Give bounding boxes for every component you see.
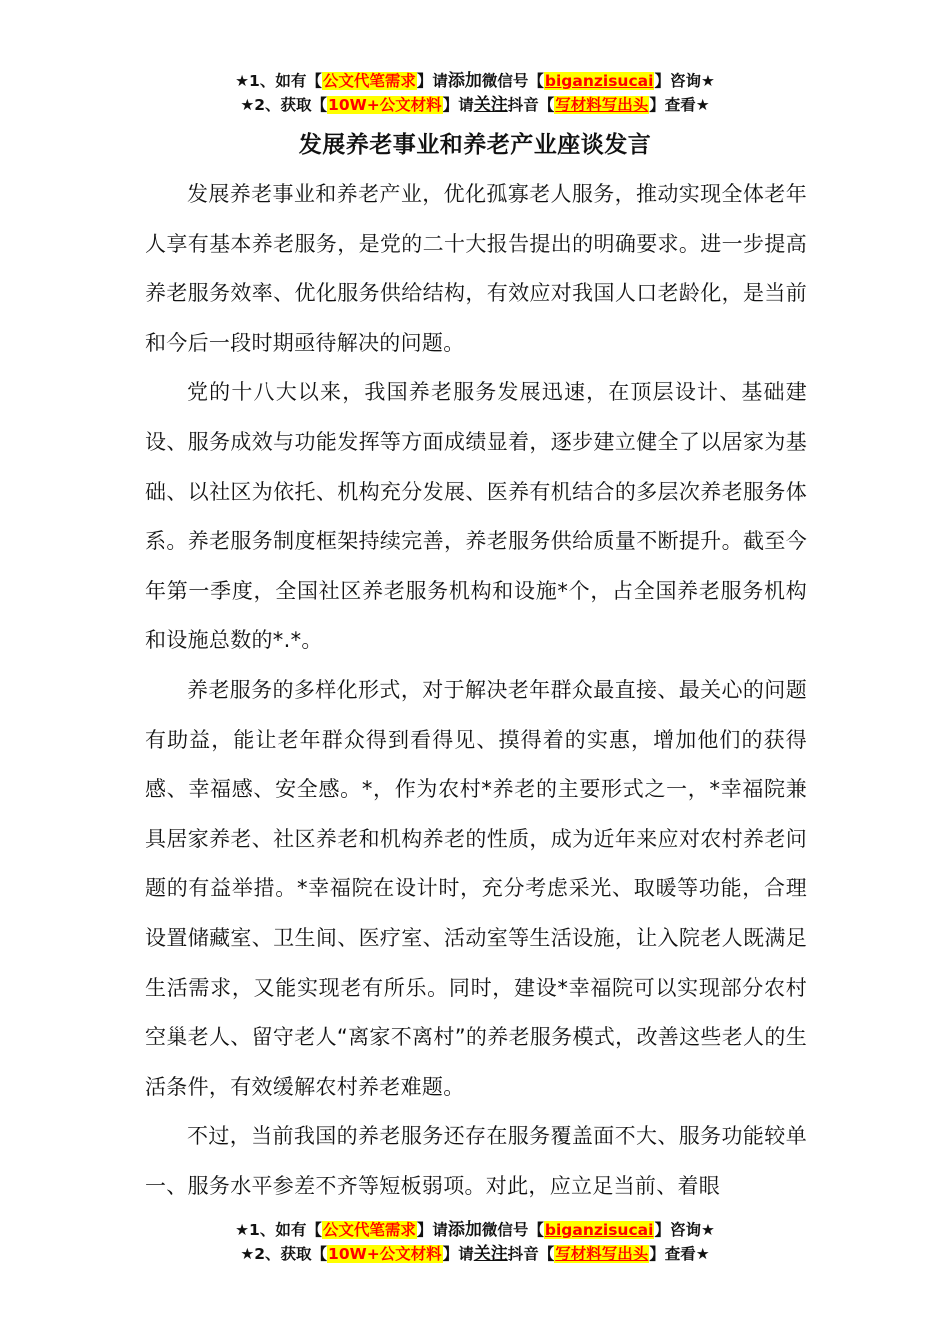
douyin-account-link[interactable]: 写材料写出头 [555,1245,649,1263]
banner-text: ★1、如有【 [235,72,322,90]
banner-text: ★2、获取【 [240,1245,328,1263]
paragraph-3: 养老服务的多样化形式，对于解决老年群众最直接、最关心的问题有助益，能让老年群众得到看得见、摸得着的实惠，增加他们的获得感、幸福感、安全感。*，作为农村*养老的主要形式之一，*幸福院兼具居家养老、社区养老和机构养老的性质，成为近年来应对农村养老问题的有益举措。*幸福院在设计时，充分考虑采光、取暖等功能，合理设置储藏室、卫生间、医疗室、活动室等生活设施，让入院老人既满足生活需求，又能实现老有所乐。同时，建设*幸福院可以实现部分农村空巢老人、留守老人“离家不离村”的养老服务模式，改善这些老人的生活条件，有效缓解农村养老难题。 [145,677,807,1099]
materials-highlight: 10W+公文材料 [328,96,442,114]
banner-text: ★2、获取【 [240,96,328,114]
banner-text: 抖音【 [507,96,555,114]
document-title: 发展养老事业和养老产业座谈发言 [298,132,652,158]
paragraph-1: 发展养老事业和养老产业，优化孤寡老人服务，推动实现全体老年人享有基本养老服务，是党的二十大报告提出的明确要求。进一步提高养老服务效率、优化服务供给结构，有效应对我国人口老龄化，是当前和今后一段时期亟待解决的问题。 [145,182,807,355]
banner-text: 】请 [442,1245,474,1263]
follow-emphasis: 关注 [473,1244,508,1264]
bottom-banner-line-2 [0,1242,950,1266]
banner-text: 】咨询★ [654,72,715,90]
add-emphasis: 添加 [447,71,482,91]
wechat-id-link[interactable]: biganzisucai [544,72,654,90]
top-banner-line-1 [0,69,950,93]
top-banner [0,69,950,117]
paragraph-4: 不过，当前我国的养老服务还存在服务覆盖面不大、服务功能较单一、服务水平参差不齐等短板弱项。对此，应立足当前、着眼 [145,1124,807,1198]
document-body [145,170,807,1211]
service-highlight: 公文代笔需求 [322,1221,416,1239]
bottom-banner [0,1218,950,1266]
banner-text: 】查看★ [649,1245,710,1263]
top-banner-line-2 [0,93,950,117]
banner-text: 】请 [442,96,474,114]
service-highlight: 公文代笔需求 [322,72,416,90]
banner-text: 】请 [416,72,448,90]
add-emphasis: 添加 [447,1220,482,1240]
materials-highlight: 10W+公文材料 [328,1245,442,1263]
banner-text: 微信号【 [481,72,544,90]
banner-text: 微信号【 [481,1221,544,1239]
douyin-account-link[interactable]: 写材料写出头 [555,96,649,114]
banner-text: ★1、如有【 [235,1221,322,1239]
follow-emphasis: 关注 [473,95,508,115]
banner-text: 】查看★ [649,96,710,114]
paragraph-2: 党的十八大以来，我国养老服务发展迅速，在顶层设计、基础建设、服务成效与功能发挥等方面成绩显着，逐步建立健全了以居家为基础、以社区为依托、机构充分发展、医养有机结合的多层次养老服务体系。养老服务制度框架持续完善，养老服务供给质量不断提升。截至今年第一季度，全国社区养老服务机构和设施*个，占全国养老服务机构和设施总数的*.*。 [145,380,807,653]
banner-text: 抖音【 [507,1245,555,1263]
banner-text: 】请 [416,1221,448,1239]
banner-text: 】咨询★ [654,1221,715,1239]
wechat-id-link[interactable]: biganzisucai [544,1221,654,1239]
bottom-banner-line-1 [0,1218,950,1242]
